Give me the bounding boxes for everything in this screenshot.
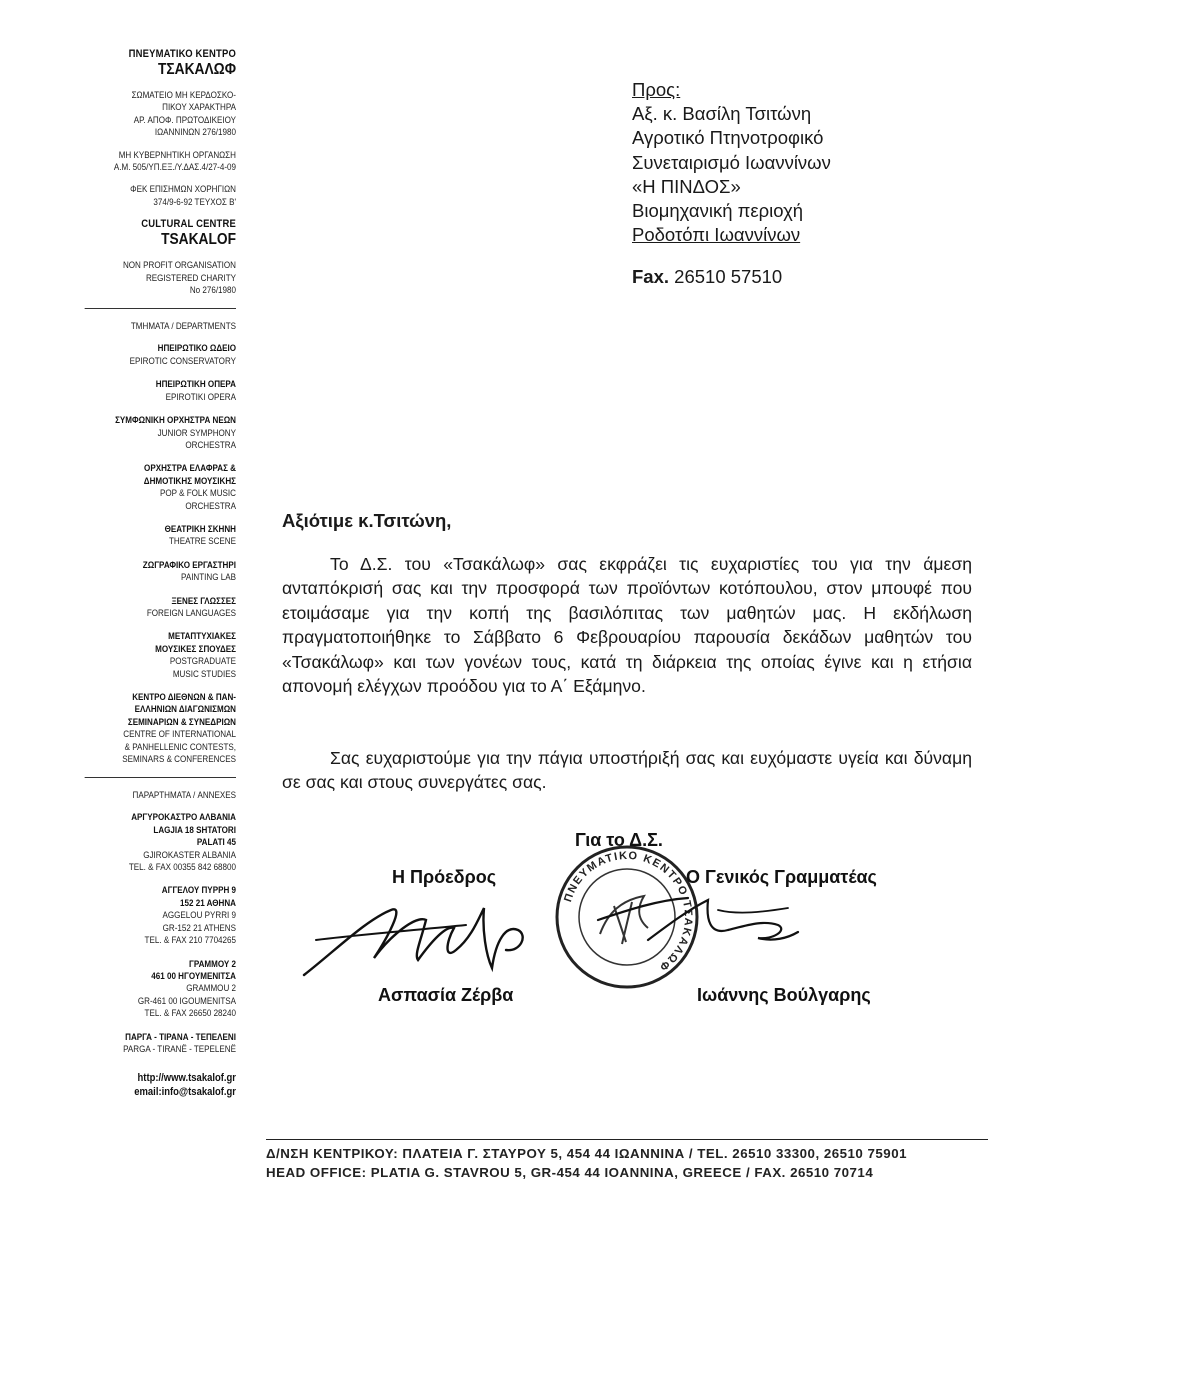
department-entry-greek-line: ΜΟΥΣΙΚΕΣ ΣΠΟΥΔΕΣ: [155, 642, 236, 654]
department-entry-english-line: POSTGRADUATE: [169, 655, 236, 667]
org-legal-greek: [85, 89, 236, 139]
annex-entry-english-line: GR-152 21 ATHENS: [162, 921, 236, 933]
footer-address-english: HEAD OFFICE: PLATIA G. STAVROU 5, GR-454 44 IOANNINA, GREECE / FAX. 26510 70714: [266, 1165, 874, 1180]
recipient-line: «Η ΠΙΝΔΟΣ»: [632, 175, 741, 197]
department-entry-english-line: ORCHESTRA: [185, 438, 236, 450]
department-entry-greek-line: ΘΕΑΤΡΙΚΗ ΣΚΗΝΗ: [164, 522, 236, 534]
department-entry: [85, 414, 236, 451]
body-paragraph-2: Σας ευχαριστούμε για την πάγια υποστήριξή σας και ευχόμαστε υγεία και δύναμη σε σας και στους συνεργάτες σας.: [282, 748, 972, 793]
org-legal-english: [85, 259, 236, 296]
ngo-line: ΜΗ ΚΥΒΕΡΝΗΤΙΚΗ ΟΡΓΑΝΩΣΗ: [118, 148, 236, 160]
org-name-greek-small: ΠΝΕΥΜΑΤΙΚΟ ΚΕΝΤΡΟ: [128, 48, 236, 60]
ngo-line: Α.Μ. 505/ΥΠ.ΕΞ./Υ.ΔΑΣ.4/27-4-09: [113, 161, 236, 173]
org-name-english-small: CULTURAL CENTRE: [141, 218, 236, 231]
footer-address-greek: Δ/ΝΣΗ ΚΕΝΤΡΙΚΟΥ: ΠΛΑΤΕΙΑ Γ. ΣΤΑΥΡΟΥ 5, 454 44 ΙΩΑΝΝΙΝΑ / TEL. 26510 33300, 26510 75901: [266, 1146, 907, 1161]
website-link[interactable]: http://www.tsakalof.gr: [137, 1072, 236, 1085]
department-entry-english-line: ORCHESTRA: [185, 499, 236, 511]
annex-entry-greek-line: ΑΓΓΕΛΟΥ ΠΥΡΡΗ 9: [161, 884, 236, 896]
sidebar-divider: [85, 777, 236, 779]
annex-entry-english-line: TEL. & FAX 26650 28240: [144, 1007, 236, 1019]
department-entry-greek-line: ΣΥΜΦΩΝΙΚΗ ΟΡΧΗΣΤΡΑ ΝΕΩΝ: [115, 414, 236, 426]
fax-number: 26510 57510: [674, 266, 783, 287]
department-entry-english-line: POP & FOLK MUSIC: [159, 487, 236, 499]
department-entry: [85, 630, 236, 680]
department-entry: [85, 691, 236, 765]
website-contact: [85, 1071, 236, 1099]
department-entry-english-line: FOREIGN LANGUAGES: [146, 606, 236, 618]
org-legal-line: NON PROFIT ORGANISATION: [122, 259, 236, 271]
department-entry-greek-line: ΕΛΛΗΝΙΩΝ ΔΙΑΓΩΝΙΣΜΩΝ: [134, 703, 236, 715]
department-entry-greek-line: ΔΗΜΟΤΙΚΗΣ ΜΟΥΣΙΚΗΣ: [143, 474, 236, 486]
org-legal-line: No 276/1980: [189, 284, 236, 296]
president-title: Η Πρόεδρος: [392, 867, 497, 887]
annex-entry-english-line: GRAMMOU 2: [186, 982, 236, 994]
annex-entry: [85, 884, 236, 946]
fax-label: Fax.: [632, 266, 670, 287]
department-entry-english-line: PAINTING LAB: [181, 571, 236, 583]
department-entry-greek-line: ΗΠΕΙΡΩΤΙΚΟ ΩΔΕΙΟ: [157, 342, 236, 354]
email-link[interactable]: email:info@tsakalof.gr: [134, 1086, 236, 1099]
department-entry-english-line: EPIROTIKI OPERA: [165, 390, 236, 402]
org-legal-line: ΑΡ. ΑΠΟΦ. ΠΡΩΤΟΔΙΚΕΙΟΥ: [133, 113, 236, 125]
department-entry-greek-line: ΟΡΧΗΣΤΡΑ ΕΛΑΦΡΑΣ &: [144, 462, 236, 474]
recipient-line: Συνεταιρισμό Ιωαννίνων: [632, 151, 831, 173]
recipient-line: Αξ. κ. Βασίλη Τσιτώνη: [632, 103, 812, 125]
fek-line: ΦΕΚ ΕΠΙΣΗΜΩΝ ΧΟΡΗΓΙΩΝ: [130, 183, 236, 195]
department-entry: [85, 595, 236, 620]
fek-line: 374/9-6-92 ΤΕΥΧΟΣ Β': [153, 195, 236, 207]
president-signature: [296, 880, 556, 990]
annex-entry-english-line: TEL. & FAX 210 7704265: [144, 934, 236, 946]
department-entry-greek-line: ΣΕΜΙΝΑΡΙΩΝ & ΣΥΝΕΔΡΙΩΝ: [127, 715, 236, 727]
org-legal-line: REGISTERED CHARITY: [145, 271, 236, 283]
annex-entry-english-line: PARGA - TIRANË - TEPELENË: [123, 1042, 236, 1054]
secretary-title: Ο Γενικός Γραμματέας: [686, 867, 877, 887]
annex-entry-greek-line: ΓΡΑΜΜΟΥ 2: [188, 957, 236, 969]
recipient-block: [632, 78, 831, 247]
department-entry: [85, 378, 236, 403]
department-entry-english-line: JUNIOR SYMPHONY: [157, 426, 236, 438]
annex-entry-english-line: TEL. & FAX 00355 842 68800: [128, 861, 236, 873]
department-entry-english-line: & PANHELLENIC CONTESTS,: [124, 740, 236, 752]
department-entry-english-line: SEMINARS & CONFERENCES: [122, 753, 236, 765]
seal-text: ΠΝΕΥΜΑΤΙΚΟ ΚΕΝΤΡΟ ΤΣΑΚΑΛΩΦ: [562, 849, 695, 974]
department-entry: [85, 523, 236, 548]
annex-entry-greek-line: 461 00 ΗΓΟΥΜΕΝΙΤΣΑ: [151, 969, 236, 981]
ngo-info: [85, 149, 236, 174]
annex-entry-greek-line: LAGJIA 18 SHTATORI: [153, 823, 236, 835]
department-entry-english-line: CENTRE OF INTERNATIONAL: [123, 728, 236, 740]
annex-entry-english-line: AGGELOU PYRRI 9: [162, 909, 236, 921]
annexes-list: [85, 811, 236, 1055]
annex-entry: [85, 958, 236, 1020]
annex-entry-english-line: GR-461 00 IGOUMENITSA: [137, 994, 236, 1006]
body-paragraph-1: Το Δ.Σ. του «Τσακάλωφ» σας εκφράζει τις ευχαριστίες του για την άμεση ανταπόκρισή σας και την προσφορά των προϊόντων κοτόπουλου, στον μπουφέ που ετοιμάσαμε για την κοπή της βασιλόπιτας των μαθητών μας. Η εκδήλωση πραγματοποιήθηκε το Σάββατο 6 Φεβρουαρίου παρουσία δεκάδων μαθητών του «Τσακάλωφ» και των γονέων τους, κατά τη διάρκεια της οποίας έγινε και η ετήσια απονομή ελέγχων προόδου για το Α΄ Εξάμηνο.: [282, 554, 972, 697]
board-label: Για το Δ.Σ.: [575, 830, 663, 850]
org-legal-line: ΣΩΜΑΤΕΙΟ ΜΗ ΚΕΡΔΟΣΚΟ-: [131, 89, 236, 100]
secretary-name: Ιωάννης Βούλγαρης: [697, 985, 871, 1005]
department-entry: [85, 559, 236, 584]
department-entry: [85, 342, 236, 367]
secretary-signature: [588, 880, 808, 970]
department-entry-greek-line: ΚΕΝΤΡΟ ΔΙΕΘΝΩΝ & ΠΑΝ-: [132, 691, 236, 702]
annex-entry-greek-line: ΠΑΡΓΑ - ΤΙΡΑΝΑ - ΤΕΠΕΛΕΝΙ: [125, 1030, 236, 1042]
annex-entry-greek-line: ΑΡΓΥΡΟΚΑΣΤΡΟ ΑΛΒΑΝΙΑ: [131, 811, 236, 823]
org-legal-line: ΙΩΑΝΝΙΝΩΝ 276/1980: [154, 126, 236, 138]
department-entry-greek-line: ΗΠΕΙΡΩΤΙΚΗ ΟΠΕΡΑ: [155, 378, 236, 390]
annex-entry-greek-line: 152 21 ΑΘΗΝΑ: [180, 896, 236, 908]
departments-list: [85, 342, 236, 765]
department-entry-greek-line: ΞΕΝΕΣ ΓΛΩΣΣΕΣ: [171, 594, 236, 606]
sidebar-divider: [85, 308, 236, 310]
annex-entry-greek-line: PALATI 45: [196, 836, 236, 848]
annex-entry: [85, 1031, 236, 1056]
department-entry-greek-line: ΖΩΓΡΑΦΙΚΟ ΕΡΓΑΣΤΗΡΙ: [142, 558, 236, 570]
org-legal-line: ΠΙΚΟΥ ΧΑΡΑΚΤΗΡΑ: [162, 101, 236, 113]
recipient-label: Προς:: [632, 79, 681, 100]
department-entry-english-line: THEATRE SCENE: [168, 535, 236, 547]
annexes-heading: ΠΑΡΑΡΤΗΜΑΤΑ / ANNEXES: [132, 789, 236, 801]
footer-divider: [266, 1139, 988, 1140]
recipient-location: Ροδοτόπι Ιωαννίνων: [632, 224, 801, 246]
fek-info: [85, 183, 236, 208]
recipient-line: Αγροτικό Πτηνοτροφικό: [632, 127, 824, 149]
department-entry-english-line: EPIROTIC CONSERVATORY: [129, 354, 236, 366]
recipient-line: Βιομηχανική περιοχή: [632, 200, 804, 222]
department-entry-greek-line: ΜΕΤΑΠΤΥΧΙΑΚΕΣ: [168, 630, 236, 642]
letterhead-sidebar: [85, 48, 236, 1099]
president-name: Ασπασία Ζέρβα: [378, 985, 514, 1005]
org-name-english: TSAKALOF: [161, 231, 236, 249]
department-entry: [85, 462, 236, 512]
salutation: Αξιότιμε κ.Τσιτώνη,: [282, 510, 452, 531]
recipient-fax: [632, 266, 782, 288]
annex-entry: [85, 811, 236, 873]
org-name-greek: ΤΣΑΚΑΛΩΦ: [158, 61, 236, 78]
annex-entry-english-line: GJIROKASTER ALBANIA: [143, 848, 236, 860]
departments-heading: ΤΜΗΜΑΤΑ / DEPARTMENTS: [130, 320, 236, 332]
department-entry-english-line: MUSIC STUDIES: [172, 667, 236, 679]
